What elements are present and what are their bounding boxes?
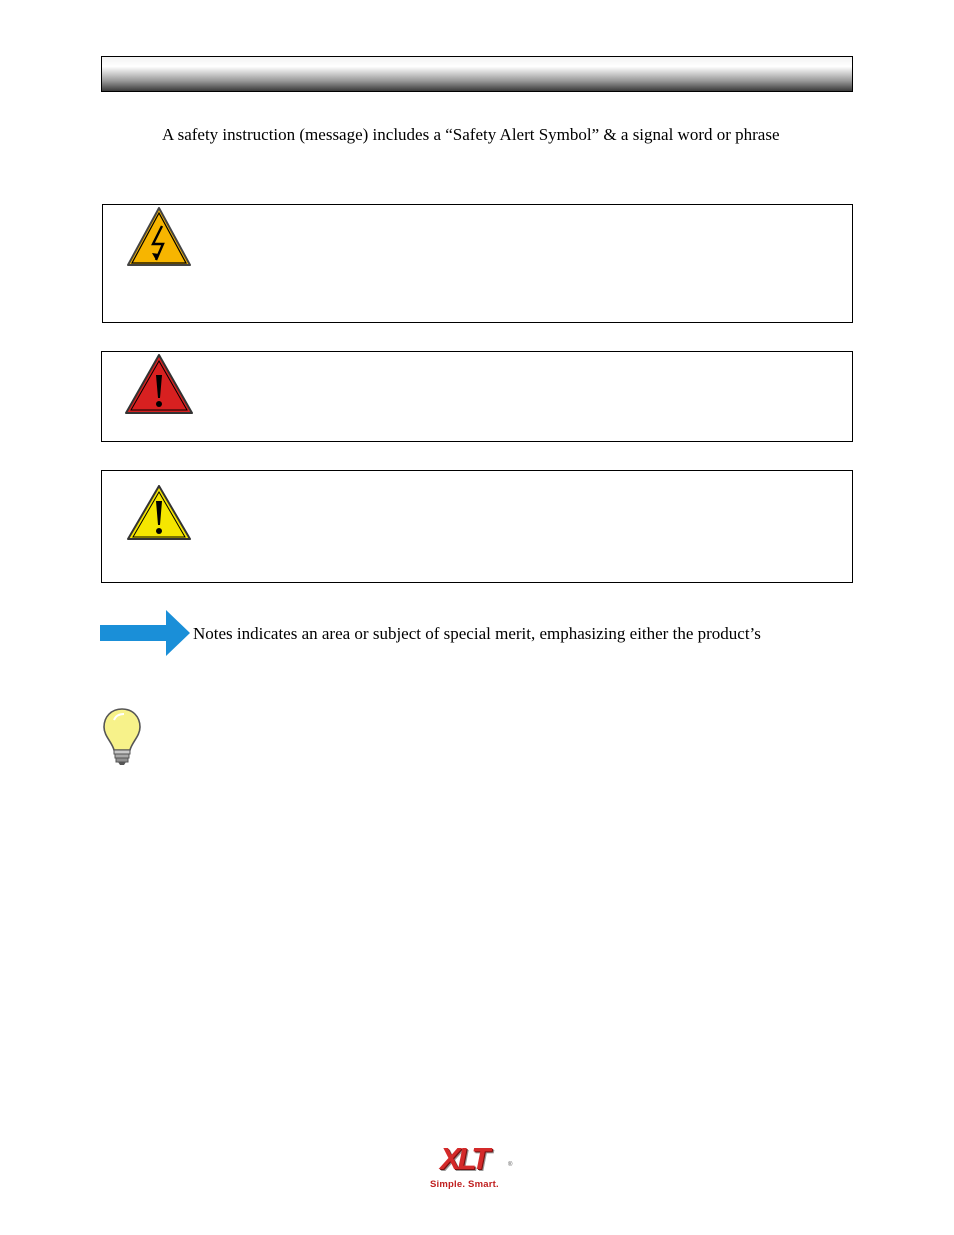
note-text: Notes indicates an area or subject of special merit, emphasizing either the product’s <box>193 624 761 643</box>
electrical-hazard-box <box>102 204 853 323</box>
intro-text: A safety instruction (message) includes a “Safety Alert Symbol” & a signal word or phrase <box>162 125 780 144</box>
lightbulb-icon <box>100 706 146 768</box>
logo-tagline: Simple. Smart. <box>430 1179 499 1190</box>
logo-wordmark: XLT <box>440 1141 488 1176</box>
section-header-bar <box>101 56 853 92</box>
warning-box <box>101 351 853 442</box>
registered-mark: ® <box>508 1162 513 1168</box>
electric-shock-warning-icon <box>126 206 192 268</box>
caution-box <box>101 470 853 583</box>
exclamation-yellow-caution-icon <box>126 485 192 541</box>
exclamation-red-warning-icon <box>124 353 194 415</box>
blue-arrow-icon <box>100 609 192 657</box>
xlt-logo <box>428 1142 528 1192</box>
